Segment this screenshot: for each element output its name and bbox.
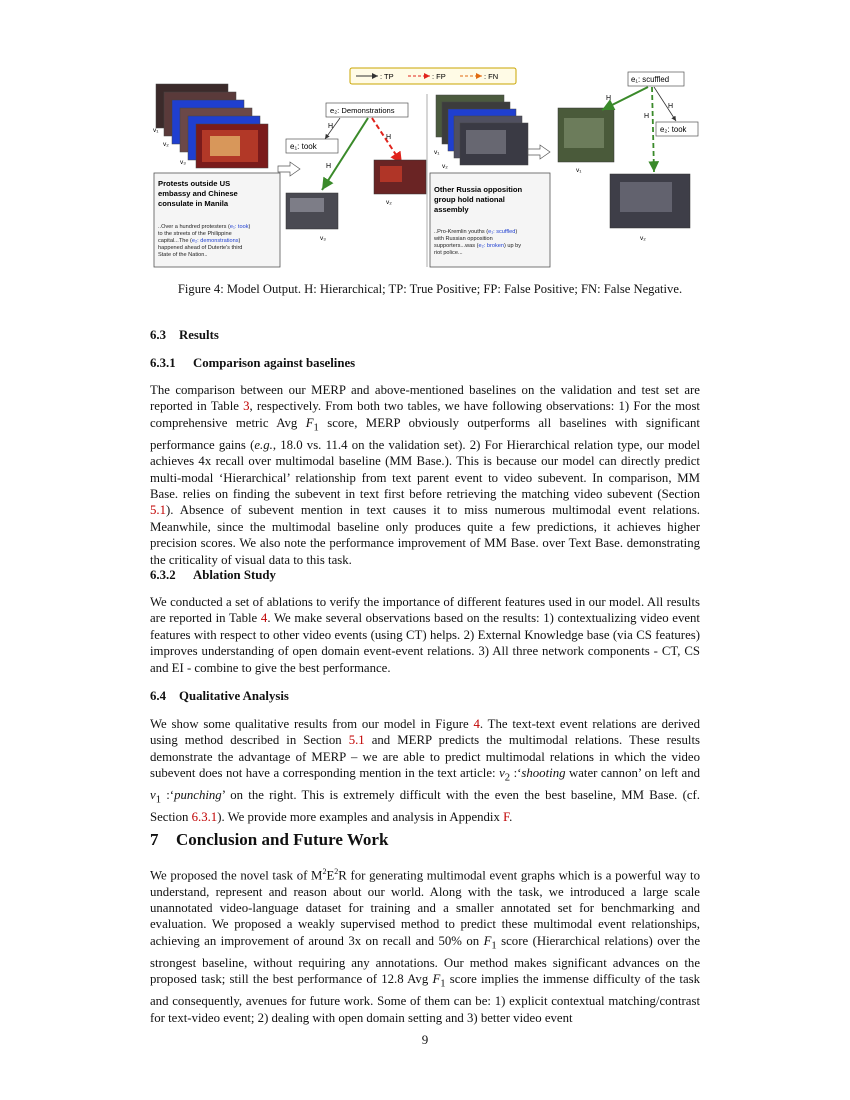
left-text-line: capital...The (e₂: demonstrations) xyxy=(158,238,241,244)
subsection-number: 6.3.2 xyxy=(150,568,176,582)
section-title: Results xyxy=(179,328,219,342)
table-ref-link[interactable]: 4 xyxy=(260,611,268,626)
subsection-heading xyxy=(150,568,276,583)
left-h-label: H xyxy=(326,163,332,170)
left-text-line: State of the Nation.. xyxy=(158,252,208,258)
figure-4-graphic xyxy=(150,62,710,272)
chapter-number: 7 xyxy=(150,830,159,849)
section-heading xyxy=(150,689,289,704)
left-v2-caption: v₂ xyxy=(386,199,392,206)
left-v3-caption: v₃ xyxy=(320,235,326,242)
left-title-line: embassy and Chinese xyxy=(158,189,238,198)
right-video-stack xyxy=(436,95,528,165)
right-title-line: group hold national xyxy=(434,195,505,204)
subsection-title: Comparison against baselines xyxy=(193,356,356,370)
right-article-note xyxy=(430,173,550,267)
section-ref-link[interactable]: 5.1 xyxy=(150,503,166,518)
chapter-title: Conclusion and Future Work xyxy=(176,830,389,849)
left-e1-label: e₁: took xyxy=(290,142,317,151)
right-title-line: Other Russia opposition xyxy=(434,185,523,194)
left-title-line: consulate in Manila xyxy=(158,199,229,208)
left-text-line: happened ahead of Duterte's third xyxy=(158,245,243,251)
subsection-heading xyxy=(150,356,355,371)
left-title-line: Protests outside US xyxy=(158,179,231,188)
right-v2-label: v₂ xyxy=(442,163,448,170)
figure-ref-link[interactable]: 4 xyxy=(473,717,480,731)
right-v2-caption: v₂ xyxy=(640,235,646,242)
svg-text:Protests outside US emba xyxy=(158,179,240,208)
right-text-line: ..Pro-Kremlin youths (e₁: scuffled) xyxy=(434,229,518,235)
right-v1-label: v₁ xyxy=(434,149,440,156)
right-text-line: riot police... xyxy=(434,250,463,256)
left-text-line: to the streets of the Philippine xyxy=(158,231,232,237)
paragraph-comparison: The comparison between our MERP and above-mentioned baselines on the validation and test set are reported in Table 3, respectively. From both two tables, we have following observations: 1) For the most comprehensive metric Avg $F_1$ score, MERP obviously outperforms all baselines with significant performance gains (e.g., 18.0 vs. 11.4 on the validation set). 2) For Hierarchical relation type, our model achieves 4x recall over multimodal baseline (MM Base.). This is because our model can directly predict multi-modal ‘Hierarchical’ relationship from text parent event to video subevent. In comparison, MM Base. relies on finding the subevent in text first before retrieving the matching video subevent (Section 5.1). Absence of subevent mention in text causes it to miss numerous multimodal event relations. Meanwhile, since the multimodal baseline only produces quite a few predictions, it achieves higher precision scores. We also note the performance improvement of MM Base. over Text Base. demonstrating the criticality of visual data to this task. xyxy=(150,383,700,567)
appendix-ref-link[interactable]: F xyxy=(503,810,510,825)
left-v2-label: v₂ xyxy=(163,141,169,148)
figure-4 xyxy=(150,62,710,272)
paragraph-qualitative: We show some qualitative results from our model in Figure 4. The text-text event relations are derived using method described in Section 5.1 and MERP predicts the multimodal relations. These results demonstrate the advantage of MERP – we are able to predict multimodal relations in which the video subevent does not have a corresponding mention in the text article: $v_2$ :‘shooting water cannon’ on left and $v_1$ :‘punching’ on the right. This is extremely difficult with the even the best baseline, MM Base. (cf. Section 6.3.1). We provide more examples and analysis in Appendix F. xyxy=(150,717,700,825)
left-v3-label: v₃ xyxy=(180,159,186,166)
right-h-label: H xyxy=(606,95,612,102)
section-number: 6.4 xyxy=(150,689,166,703)
left-e2-label: e₂: Demonstrations xyxy=(330,106,395,115)
section-ref-link[interactable]: 5.1 xyxy=(348,733,365,748)
left-article-note xyxy=(154,173,280,267)
right-text-line: supporters...was (e₂: broken) up by xyxy=(434,243,522,249)
figure-caption: Figure 4: Model Output. H: Hierarchical; TP: True Positive; FP: False Positive; FN: False Negative. xyxy=(177,282,683,296)
left-h-label: H xyxy=(328,123,334,130)
right-e2-label: e₂: took xyxy=(660,125,687,134)
left-v1-label: v₁ xyxy=(153,127,159,134)
subsection-title: Ablation Study xyxy=(193,568,276,582)
section-title: Qualitative Analysis xyxy=(179,689,289,703)
left-video-stack xyxy=(156,84,268,168)
legend-fp: : FP xyxy=(432,72,446,81)
right-h-label: H xyxy=(668,103,674,110)
right-title-line: assembly xyxy=(434,205,469,214)
page-number: 9 xyxy=(421,1032,429,1047)
left-h-label: H xyxy=(386,134,392,141)
paragraph-ablation: We conducted a set of ablations to verify the importance of different features used in our model. All results are reported in Table 4. We make several observations based on the results: 1) contextualizing video event features with respect to other video events (using CT) helps. 2) External Knowledge base (via CS features) improves understanding of open domain event-event relations. 3) All three network components - CT, CS and EI - combine to give the best performance. xyxy=(150,595,700,675)
section-heading xyxy=(150,328,219,343)
right-e1-label: e₁: scuffled xyxy=(631,75,670,84)
right-h-label: H xyxy=(644,113,650,120)
paragraph-conclusion: We proposed the novel task of $M^2E^2R$ for generating multimodal event graphs which is a powerful way to understand, represent and reason about our world. Along with the task, we introduced a large scale unannotated video-language dataset for training and a smaller annotated set for benchmarking and evaluation. We proposed a weakly supervised method to predict these multimodal event relationships, achieving an improvement of around 3x on recall and 50% on $F_1$ score (Hierarchical relations) over the strongest baseline, without requiring any annotations. Our method makes significant advances on the proposed task; still the best performance of 12.8 Avg $F_1$ score implies the immense difficulty of the task and consequently, avenues for future work. Some of them can be: 1) explicit contextual matching/contrast for text-video event; 2) dealing with open domain setting and 3) better video event xyxy=(150,867,701,1025)
section-number: 6.3 xyxy=(150,328,166,342)
subsection-number: 6.3.1 xyxy=(150,356,176,370)
section-ref-link[interactable]: 6.3.1 xyxy=(191,810,218,825)
legend-fn: : FN xyxy=(484,72,499,81)
legend-tp: : TP xyxy=(380,72,394,81)
right-flow-arrow xyxy=(528,145,550,159)
left-flow-arrow xyxy=(278,162,300,176)
right-text-line: with Russian opposition xyxy=(434,236,493,242)
left-text-line: ..Over a hundred protesters (e₁: took) xyxy=(158,224,251,230)
table-ref-link[interactable]: 3 xyxy=(243,399,250,414)
right-v1-caption: v₁ xyxy=(576,167,582,174)
figure-legend xyxy=(350,68,516,84)
chapter-heading xyxy=(150,830,388,850)
